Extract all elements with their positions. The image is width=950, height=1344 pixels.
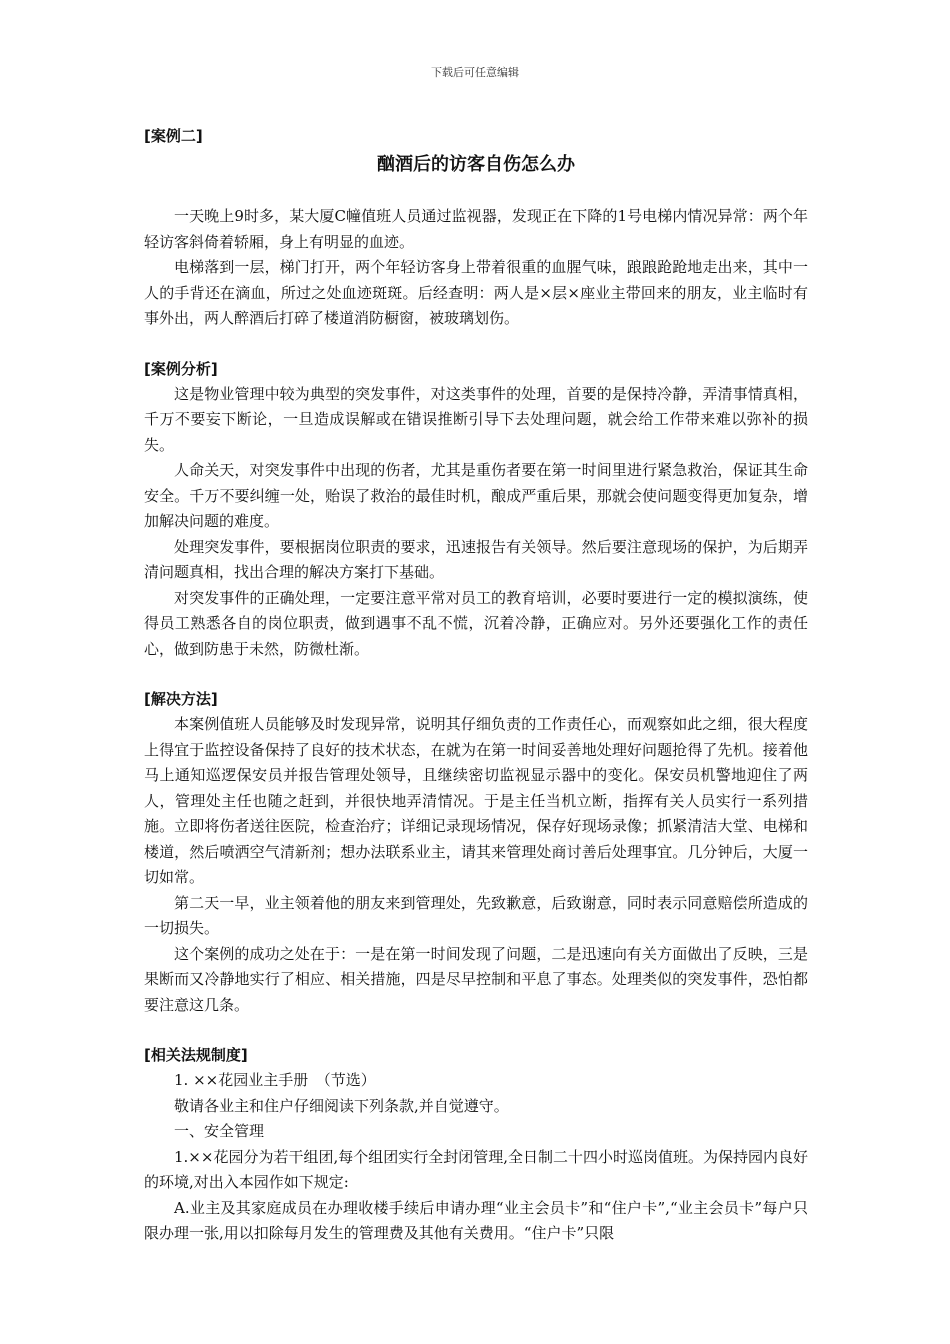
analysis-paragraph: 这是物业管理中较为典型的突发事件，对这类事件的处理，首要的是保持冷静，弄清事情真相，千万不要妄下断论，一旦造成误解或在错误推断引导下去处理问题，就会给工作带来难以弥补的损失。: [144, 384, 808, 454]
header-note: 下载后可任意编辑: [431, 66, 519, 79]
regulations-line: 敬请各业主和住户仔细阅读下列条款,并自觉遵守。: [174, 1096, 509, 1115]
analysis-paragraph: 对突发事件的正确处理，一定要注意平常对员工的教育培训，必要时要进行一定的模拟演练，使得员工熟悉各自的岗位职责，做到遇事不乱不慌，沉着冷静，正确应对。另外还要强化工作的责任心，做到防患于未然，防微杜渐。: [144, 588, 808, 658]
solution-paragraph: 本案例值班人员能够及时发现异常，说明其仔细负责的工作责任心，而观察如此之细，很大程度上得宜于监控设备保持了良好的技术状态，在就为在第一时间妥善地处理好问题抢得了先机。接着他马上通知巡逻保安员并报告管理处领导，且继续密切监视显示器中的变化。保安员机警地迎住了两人，管理处主任也随之赶到，并很快地弄清情况。于是主任当机立断，指挥有关人员实行一系列措施。立即将伤者送往医院，检查治疗；详细记录现场情况，保存好现场录像；抓紧清洁大堂、电梯和楼道，然后喷洒空气清新剂；想办法联系业主，请其来管理处商讨善后处理事宜。几分钟后，大厦一切如常。: [144, 715, 808, 886]
regulations-line: A.业主及其家庭成员在办理收楼手续后申请办理“业主会员卡”和“住户卡”,“业主会员卡”每户只限办理一张,用以扣除每月发生的管理费及其他有关费用。“住户卡”只限: [144, 1198, 808, 1242]
solution-paragraph: 这个案例的成功之处在于：一是在第一时间发现了问题，二是迅速向有关方面做出了反映，三是果断而又冷静地实行了相应、相关措施，四是尽早控制和平息了事态。处理类似的突发事件，恐怕都要注意这几条。: [144, 944, 808, 1014]
solution-heading: [解决方法]: [144, 690, 218, 708]
analysis-heading: [案例分析]: [144, 359, 218, 378]
story-paragraph: 一天晚上9时多，某大厦C幢值班人员通过监视器，发现正在下降的1号电梯内情况异常：两个年轻访客斜倚着轿厢，身上有明显的血迹。: [144, 207, 808, 251]
story-paragraph: 电梯落到一层，梯门打开，两个年轻访客身上带着很重的血腥气味，踉踉跄跄地走出来，其中一人的手背还在滴血，所过之处血迹斑斑。后经查明：两人是×层×座业主带回来的朋友，业主临时有事外出，两人醉酒后打碎了楼道消防橱窗，被玻璃划伤。: [144, 258, 808, 327]
regulations-line: 一、安全管理: [174, 1122, 265, 1140]
regulations-line: 1.××花园分为若干组团,每个组团实行全封闭管理,全日制二十四小时巡岗值班。为保持园内良好的环境,对出入本园作如下规定:: [144, 1147, 808, 1191]
solution-paragraph: 第二天一早，业主领着他的朋友来到管理处，先致歉意，后致谢意，同时表示同意赔偿所造成的一切损失。: [144, 893, 808, 937]
case-label: [案例二]: [144, 127, 203, 145]
regulations-heading: [相关法规制度]: [144, 1046, 248, 1064]
regulations-line: 1. ××花园业主手册 （节选）: [174, 1071, 376, 1089]
page-title: 酗酒后的访客自伤怎么办: [377, 154, 575, 175]
analysis-paragraph: 人命关天，对突发事件中出现的伤者，尤其是重伤者要在第一时间里进行紧急救治，保证其生命安全。千万不要纠缠一处，贻误了救治的最佳时机，酿成严重后果，那就会使问题变得更加复杂，增加解决问题的难度。: [144, 461, 808, 530]
document-body: [144, 122, 808, 1247]
analysis-paragraph: 处理突发事件，要根据岗位职责的要求，迅速报告有关领导。然后要注意现场的保护，为后期弄清问题真相，找出合理的解决方案打下基础。: [144, 537, 808, 581]
